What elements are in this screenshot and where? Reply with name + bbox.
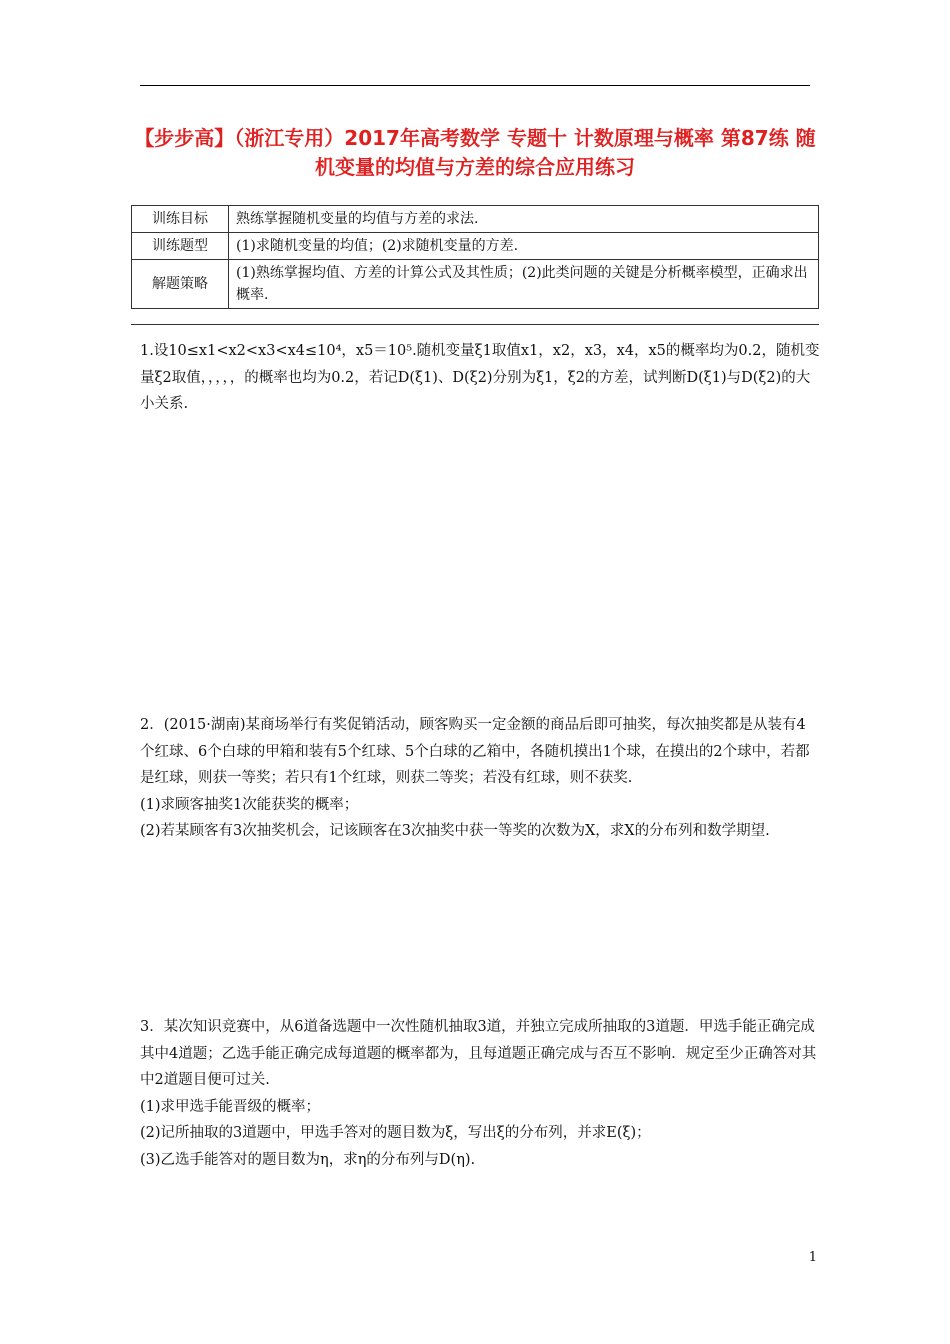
- table-label: 训练目标: [132, 206, 229, 233]
- problem-part: (1)求甲选手能晋级的概率；: [140, 1098, 321, 1115]
- problem-text: 3．某次知识竞赛中，从6道备选题中一次性随机抽取3道，并独立完成所抽取的3道题．甲选手能正确完成其中4道题；乙选手能正确完成每道题的概率都为，且每道题正确完成与否互不影响．规定至少正确答对其中2道题目便可过关.: [140, 1019, 817, 1088]
- problem-1: [140, 338, 820, 418]
- table-label: 解题策略: [132, 260, 229, 309]
- problem-part: (1)求顾客抽奖1次能获奖的概率；: [140, 796, 359, 813]
- problem-2: [140, 712, 820, 845]
- training-table: [131, 205, 819, 309]
- table-value: (1)求随机变量的均值；(2)求随机变量的方差.: [229, 233, 819, 260]
- table-value: (1)熟练掌握均值、方差的计算公式及其性质；(2)此类问题的关键是分析概率模型，正确求出概率.: [229, 260, 819, 309]
- problem-text: 1.设10≤x1<x2<x3<x4≤10⁴，x5＝10⁵.随机变量ξ1取值x1，x2，x3，x4，x5的概率均为0.2，随机变量ξ2取值，，，，，的概率也均为0.2，若记D(ξ1)、D(ξ2)分别为ξ1，ξ2的方差，试判断D(ξ1)与D(ξ2)的大小关系.: [140, 343, 820, 412]
- header-rule: [140, 85, 810, 86]
- table-label: 训练题型: [132, 233, 229, 260]
- page-number: 1: [808, 1250, 817, 1265]
- table-row: [132, 260, 819, 309]
- problem-part: (2)若某顾客有3次抽奖机会，记该顾客在3次抽奖中获一等奖的次数为X，求X的分布列和数学期望.: [140, 823, 770, 839]
- table-value: 熟练掌握随机变量的均值与方差的求法.: [229, 206, 819, 233]
- problem-3: [140, 1014, 820, 1173]
- problem-part: (2)记所抽取的3道题中，甲选手答对的题目数为ξ，写出ξ的分布列，并求E(ξ)；: [140, 1125, 651, 1141]
- table-row: [132, 206, 819, 233]
- problem-part: (3)乙选手能答对的题目数为η，求η的分布列与D(η).: [140, 1151, 476, 1168]
- document-title: 【步步高】（浙江专用）2017年高考数学 专题十 计数原理与概率 第87练 随机变量的均值与方差的综合应用练习: [134, 126, 816, 179]
- table-bottom-rule: [131, 324, 819, 325]
- table-row: [132, 233, 819, 260]
- problem-text: 2．(2015·湖南)某商场举行有奖促销活动，顾客购买一定金额的商品后即可抽奖，每次抽奖都是从装有4个红球、6个白球的甲箱和装有5个红球、5个白球的乙箱中，各随机摸出1个球，在摸出的2个球中，若都是红球，则获一等奖；若只有1个红球，则获二等奖；若没有红球，则不获奖.: [140, 717, 810, 786]
